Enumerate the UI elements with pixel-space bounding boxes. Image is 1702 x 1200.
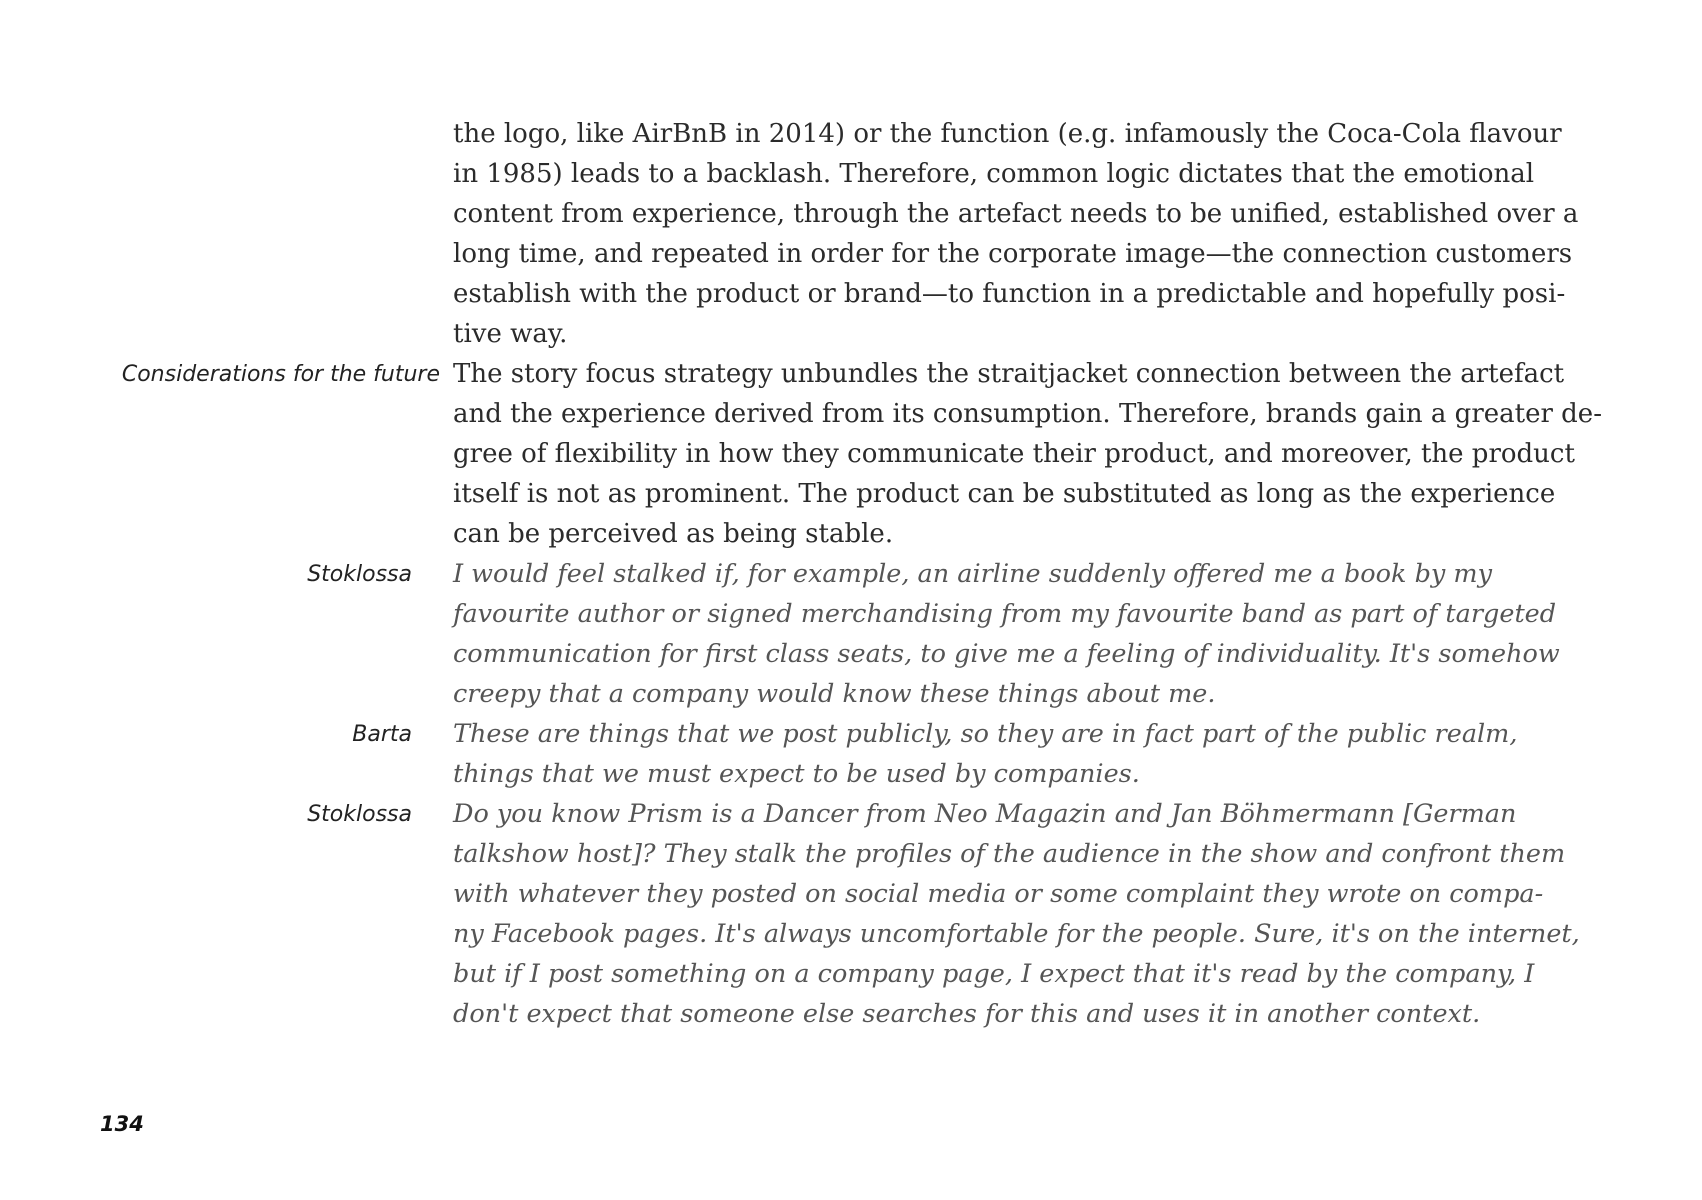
body-line: The story focus strategy unbundles the straitjacket connection between the artefact (453, 359, 1565, 389)
quote-line: but if I post something on a company page, I expect that it's read by the company, I (453, 959, 1535, 989)
quote-line: ny Facebook pages. It's always uncomfortable for the people. Sure, it's on the internet, (453, 919, 1580, 949)
quote-line: with whatever they posted on social media or some complaint they wrote on compa- (453, 879, 1544, 909)
body-line: itself is not as prominent. The product can be substituted as long as the experience (453, 479, 1556, 509)
page-number: 134 (100, 1112, 144, 1136)
body-line: can be perceived as being stable. (453, 519, 894, 549)
quote-line: favourite author or signed merchandising from my favourite band as part of targeted (453, 599, 1557, 629)
speaker-label: Stoklossa (307, 802, 412, 827)
body-line: tive way. (453, 319, 568, 349)
body-line: and the experience derived from its consumption. Therefore, brands gain a greater de- (453, 399, 1602, 429)
quote-line: talkshow host]? They stalk the profiles of the audience in the show and confront them (453, 839, 1566, 869)
body-line: the logo, like AirBnB in 2014) or the function (e.g. infamously the Coca-Cola flavour (453, 119, 1562, 149)
body-line: establish with the product or brand—to function in a predictable and hopefully posi- (453, 279, 1566, 309)
speaker-label: Stoklossa (307, 562, 412, 587)
body-line: gree of flexibility in how they communicate their product, and moreover, the product (453, 439, 1575, 469)
quote-line: I would feel stalked if, for example, an airline suddenly offered me a book by my (453, 559, 1492, 589)
body-line: in 1985) leads to a backlash. Therefore, common logic dictates that the emotional (453, 159, 1535, 189)
quote-line: communication for first class seats, to give me a feeling of individuality. It's somehow (453, 639, 1560, 669)
quote-line: don't expect that someone else searches for this and uses it in another context. (453, 999, 1481, 1029)
body-line: content from experience, through the artefact needs to be unified, established over a (453, 199, 1579, 229)
quote-line: These are things that we post publicly, so they are in fact part of the public realm, (453, 719, 1518, 749)
quote-line: Do you know Prism is a Dancer from Neo Magazin and Jan Böhmermann [German (453, 799, 1517, 829)
section-margin-heading: Considerations for the future (121, 362, 440, 387)
body-line: long time, and repeated in order for the corporate image—the connection customers (453, 239, 1573, 269)
quote-line: creepy that a company would know these things about me. (453, 679, 1216, 709)
speaker-label: Barta (352, 722, 412, 747)
quote-line: things that we must expect to be used by companies. (453, 759, 1140, 789)
